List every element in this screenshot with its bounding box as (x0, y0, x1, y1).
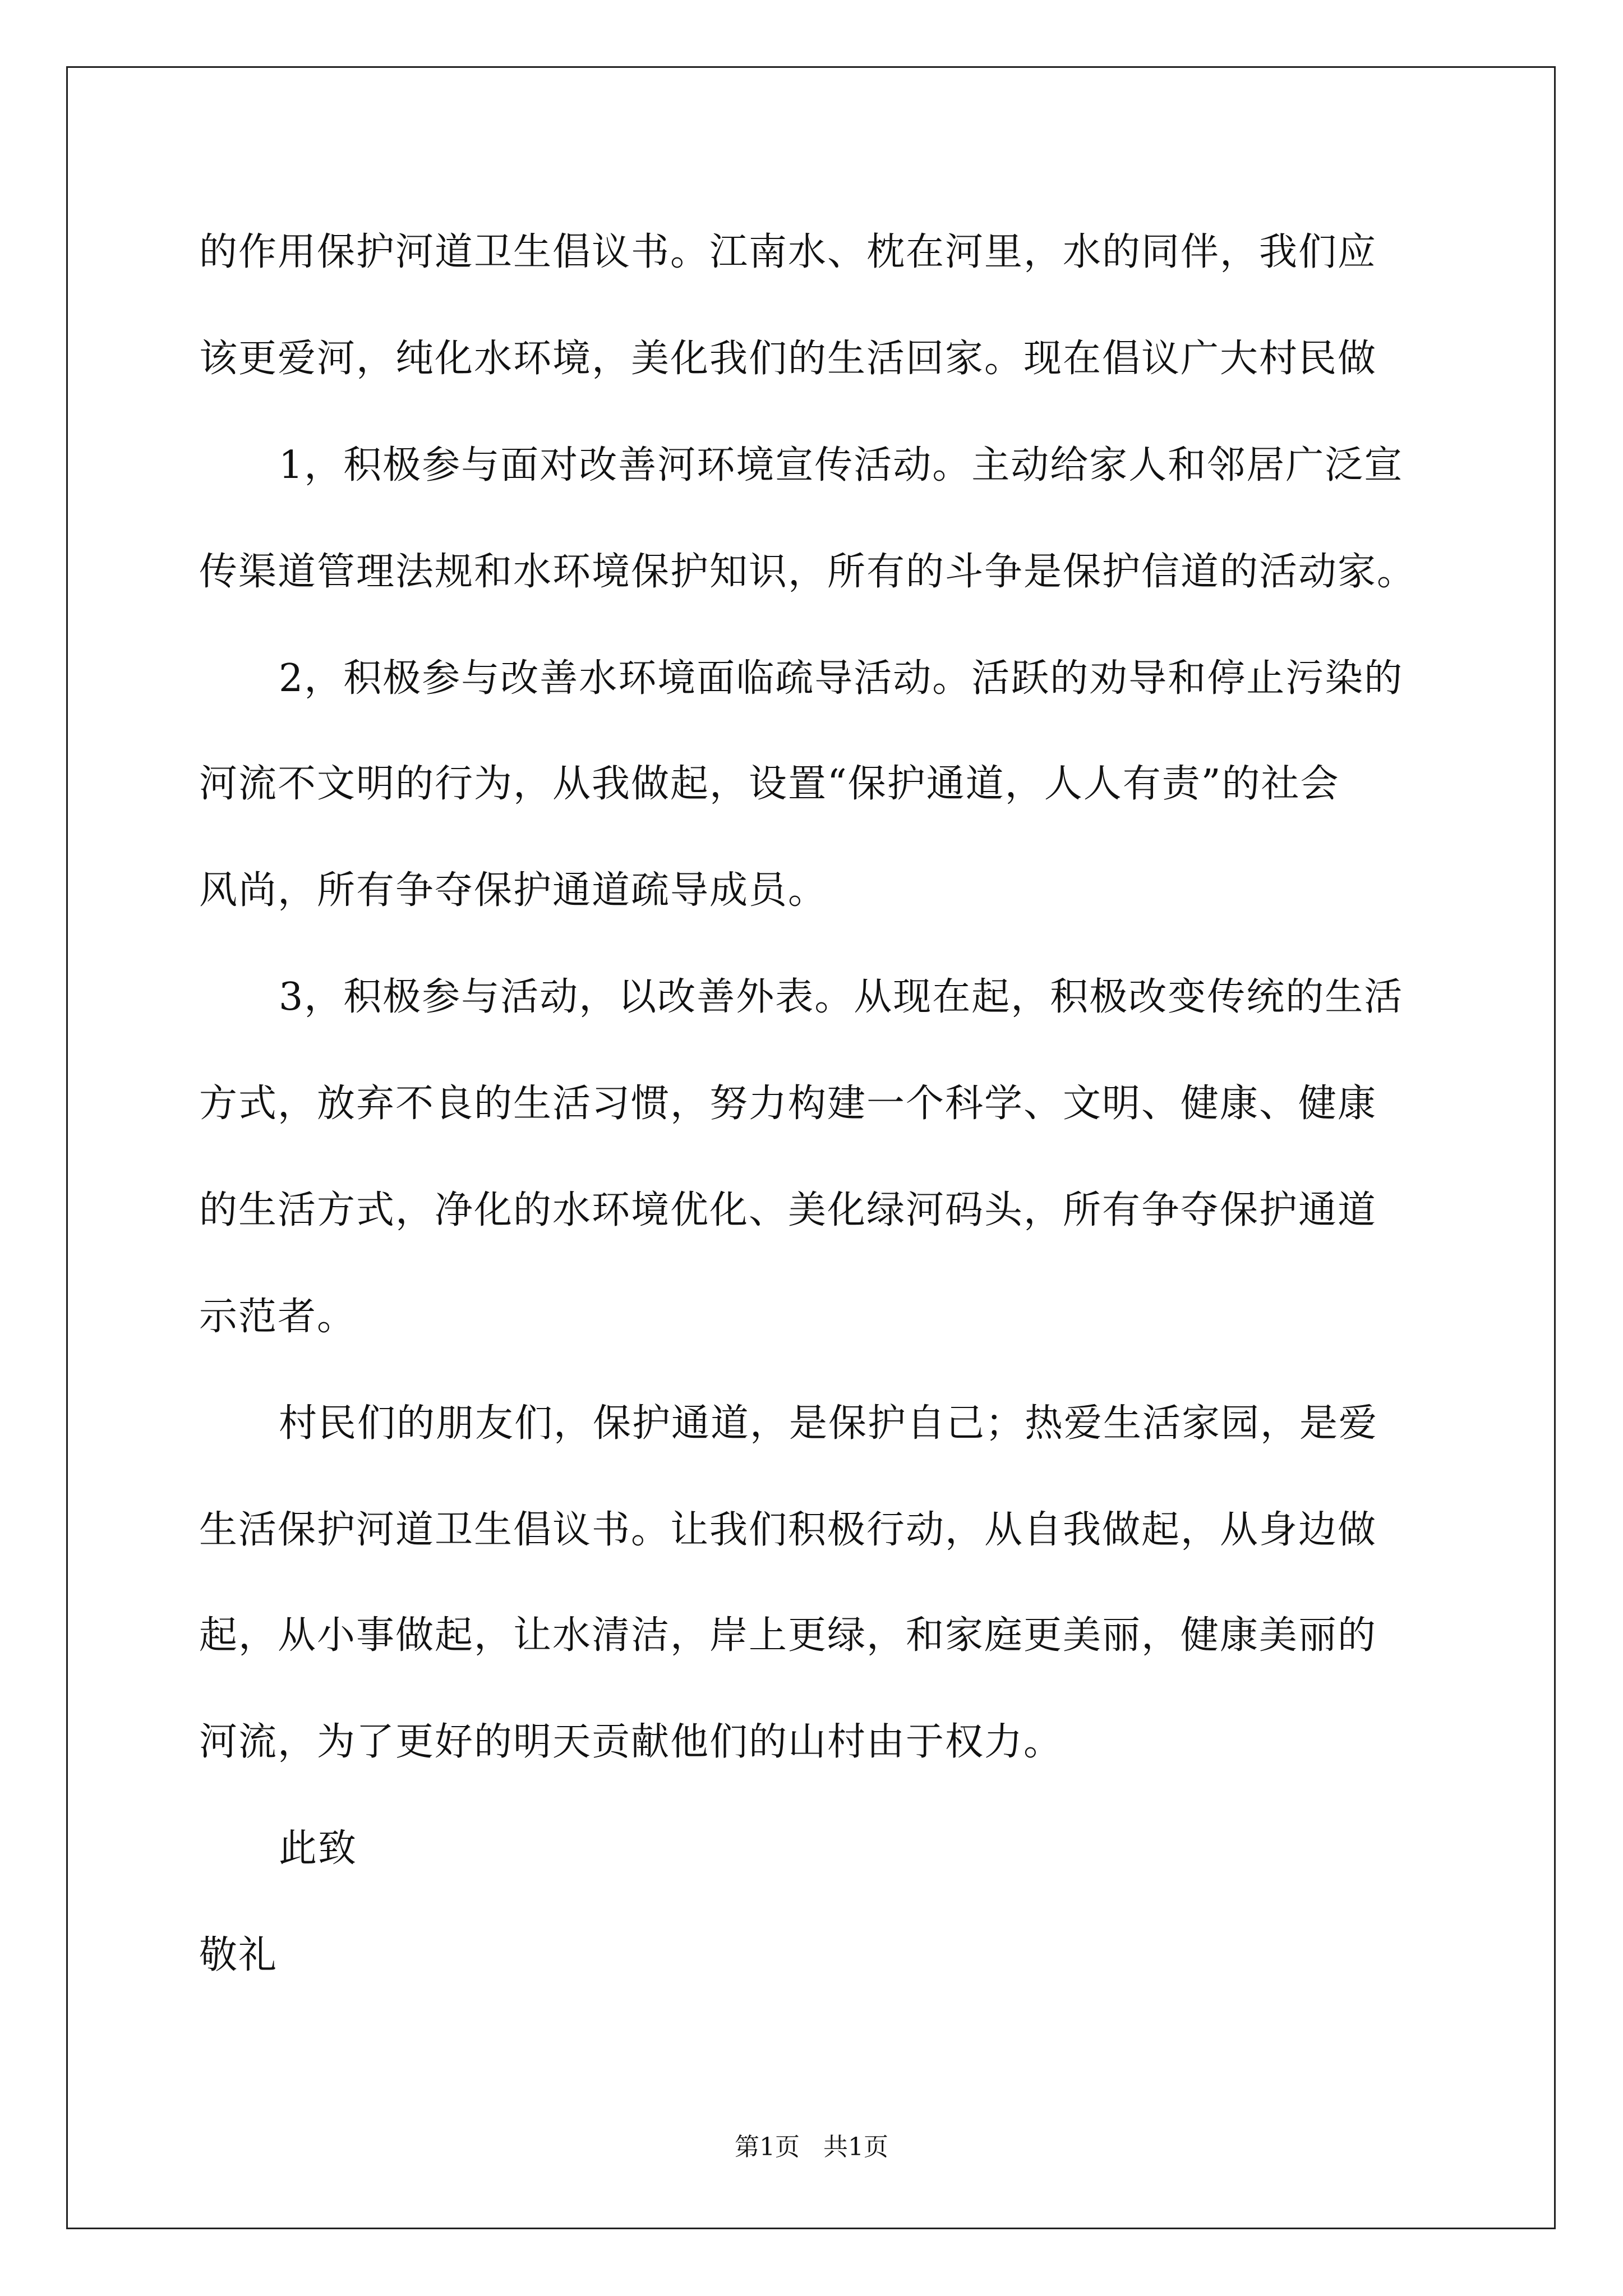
paragraph-line: 示范者。 (199, 1295, 357, 1339)
paragraph-line: 风尚，所有争夺保护通道疏导成员。 (199, 868, 828, 913)
paragraph-line: 该更爱河，纯化水环境，美化我们的生活回家。现在倡议广大村民做 (199, 337, 1377, 381)
paragraph-line: 2，积极参与改善水环境面临疏导活动。活跃的劝导和停止污染的 (279, 656, 1404, 701)
paragraph-line: 河流，为了更好的明天贡献他们的山村由于权力。 (199, 1720, 1063, 1764)
paragraph-line: 的作用保护河道卫生倡议书。江南水、枕在河里，水的同伴，我们应 (199, 230, 1377, 274)
paragraph-line: 1，积极参与面对改善河环境宣传活动。主动给家人和邻居广泛宣 (279, 443, 1404, 487)
page-number-footer: 第1页 共1页 (735, 2133, 888, 2161)
paragraph-line: 河流不文明的行为，从我做起，设置“保护通道，人人有责”的社会 (199, 762, 1340, 806)
paragraph-line: 生活保护河道卫生倡议书。让我们积极行动，从自我做起，从身边做 (199, 1508, 1377, 1552)
paragraph-line: 3，积极参与活动，以改善外表。从现在起，积极改变传统的生活 (279, 975, 1404, 1019)
paragraph-line: 方式，放弃不良的生活习惯，努力构建一个科学、文明、健康、健康 (199, 1082, 1377, 1126)
closing-regards: 敬礼 (199, 1933, 278, 1977)
page-border (66, 66, 1556, 2229)
paragraph-line: 起，从小事做起，让水清洁，岸上更绿，和家庭更美丽，健康美丽的 (199, 1613, 1377, 1658)
paragraph-line: 传渠道管理法规和水环境保护知识，所有的斗争是保护信道的活动家。 (199, 550, 1417, 594)
paragraph-line: 村民们的朋友们，保护通道，是保护自己；热爱生活家园，是爱 (279, 1401, 1378, 1446)
paragraph-line: 的生活方式，净化的水环境优化、美化绿河码头，所有争夺保护通道 (199, 1188, 1377, 1232)
closing-salutation: 此致 (279, 1826, 358, 1871)
